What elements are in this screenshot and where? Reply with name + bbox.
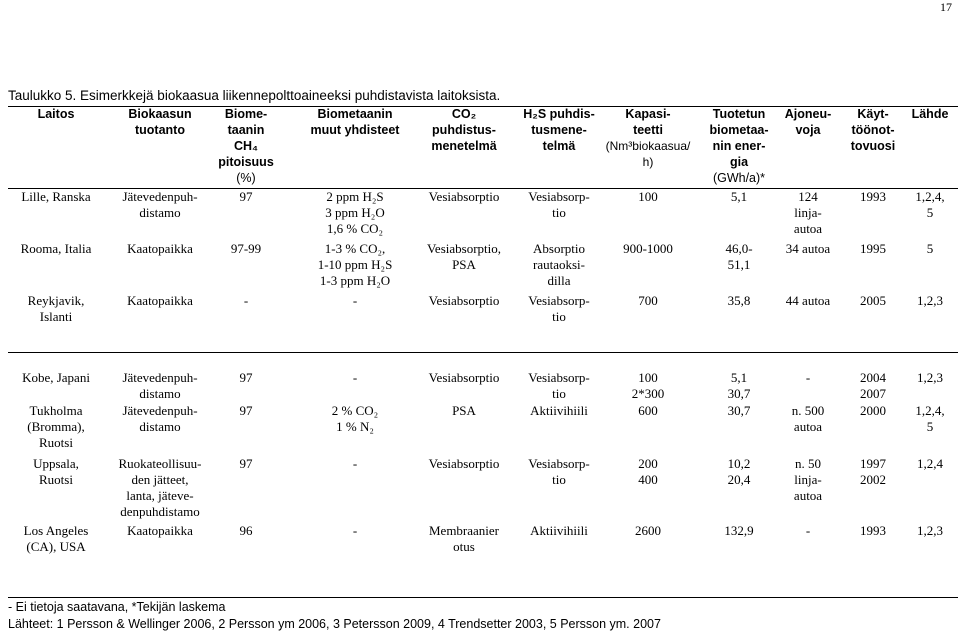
cell-co2: Vesiabsorptio [428, 370, 500, 385]
cell-h2s: Aktiivihiili [530, 523, 588, 538]
header-ch4: Biome- taanin CH₄ pitoisuus [218, 107, 274, 169]
cell-tuotanto: Jätevedenpuh- distamo [122, 403, 198, 434]
cell-energia: 46,0- 51,1 [725, 241, 753, 272]
cell-tuotanto: Kaatopaikka [127, 241, 193, 256]
cell-kayttoonotto: 2004 2007 [860, 370, 886, 401]
cell-laitos: Uppsala, Ruotsi [33, 456, 79, 487]
cell-lahde: 1,2,4 [917, 456, 943, 471]
cell-muut: - [352, 370, 358, 385]
cell-muut: 2 ppm H₂S 3 ppm H₂O 1,6 % CO₂ [325, 189, 385, 236]
cell-ch4: 97 [239, 189, 253, 204]
cell-kayttoonotto: 1995 [860, 241, 886, 256]
cell-co2: Vesiabsorptio [428, 189, 500, 204]
cell-lahde: 1,2,4, 5 [915, 189, 945, 220]
table-caption: Taulukko 5. Esimerkkejä biokaasua liikennepolttoaineeksi puhdistavista laitoksista. [8, 88, 501, 103]
cell-co2: PSA [452, 403, 476, 418]
cell-kayttoonotto: 2000 [860, 403, 886, 418]
cell-muut: 2 % CO₂ 1 % N₂ [331, 403, 379, 434]
cell-co2: Vesiabsorptio [428, 456, 500, 471]
cell-laitos: Lille, Ranska [21, 189, 91, 204]
cell-kayttoonotto: 2005 [860, 293, 886, 308]
cell-ch4: 96 [239, 523, 253, 538]
cell-ch4: 97 [239, 456, 253, 471]
header-lahde: Lähde [911, 107, 949, 121]
cell-tuotanto: Jätevedenpuh- distamo [122, 189, 198, 220]
cell-ajoneuvoja: 34 autoa [785, 241, 831, 256]
cell-h2s: Vesiabsorp- tio [528, 189, 590, 220]
cell-laitos: Reykjavik, Islanti [27, 293, 85, 324]
cell-lahde: 1,2,4, 5 [915, 403, 945, 434]
cell-muut: 1-3 % CO₂, 1-10 ppm H₂S 1-3 ppm H₂O [317, 241, 393, 288]
cell-energia: 30,7 [727, 403, 751, 418]
cell-h2s: Absorptio rautaoksi- dilla [533, 241, 585, 288]
cell-kayttoonotto: 1993 [860, 189, 886, 204]
cell-tuotanto: Jätevedenpuh- distamo [122, 370, 198, 401]
cell-energia: 5,1 30,7 [727, 370, 751, 401]
cell-energia: 35,8 [727, 293, 751, 308]
header-energia: Tuotetun biometaa- nin ener- gia [709, 107, 769, 169]
cell-lahde: 1,2,3 [917, 523, 943, 538]
header-co2: CO₂ puhdistus- menetelmä [431, 107, 497, 153]
cell-energia: 132,9 [724, 523, 754, 538]
cell-laitos: Tukholma (Bromma), Ruotsi [27, 403, 85, 450]
cell-ch4: 97-99 [230, 241, 262, 256]
table-bottom-rule [8, 597, 958, 598]
header-kapasiteetti: Kapasi- teetti [625, 107, 671, 137]
cell-ch4: 97 [239, 403, 253, 418]
cell-co2: Vesiabsorptio, PSA [426, 241, 502, 272]
cell-lahde: 1,2,3 [917, 293, 943, 308]
cell-ch4: 97 [239, 370, 253, 385]
cell-muut: - [352, 293, 358, 308]
cell-h2s: Vesiabsorp- tio [528, 370, 590, 401]
cell-tuotanto: Kaatopaikka [127, 293, 193, 308]
header-laitos: Laitos [37, 107, 75, 121]
header-ch4-unit: (%) [236, 171, 256, 185]
cell-energia: 10,2 20,4 [727, 456, 751, 487]
cell-h2s: Vesiabsorp- tio [528, 456, 590, 487]
cell-ajoneuvoja: 124 linja- autoa [793, 189, 823, 236]
header-ajoneuvoja: Ajoneu- voja [784, 107, 832, 137]
cell-co2: Vesiabsorptio [428, 293, 500, 308]
cell-kayttoonotto: 1993 [860, 523, 886, 538]
cell-h2s: Aktiivihiili [530, 403, 588, 418]
cell-ch4: - [243, 293, 249, 308]
cell-kayttoonotto: 1997 2002 [860, 456, 886, 487]
section-rule [8, 352, 958, 353]
cell-kapasiteetti: 200 400 [638, 456, 658, 487]
cell-kapasiteetti: 100 [638, 189, 658, 204]
header-kapasiteetti-unit: (Nm³biokaasua/ h) [605, 139, 691, 169]
header-tuotanto: Biokaasun tuotanto [128, 107, 192, 137]
cell-muut: - [352, 456, 358, 471]
sources-note: Lähteet: 1 Persson & Wellinger 2006, 2 Persson ym 2006, 3 Petersson 2009, 4 Trendsetter 2003, 5 Persson ym. 2007 [8, 617, 661, 631]
cell-ajoneuvoja: n. 50 linja- autoa [793, 456, 823, 503]
cell-kapasiteetti: 600 [638, 403, 658, 418]
cell-tuotanto: Ruokateollisuu- den jätteet, lanta, jäteve- denpuhdistamo [118, 456, 202, 519]
cell-laitos: Kobe, Japani [22, 370, 90, 385]
cell-kapasiteetti: 2600 [635, 523, 661, 538]
header-energia-unit: (GWh/a)* [712, 171, 766, 185]
header-kayttoonotto: Käyt- töönot- tovuosi [850, 107, 896, 153]
cell-muut: - [352, 523, 358, 538]
cell-lahde: 5 [926, 241, 934, 256]
cell-co2: Membraanier otus [428, 523, 500, 554]
cell-kapasiteetti: 700 [638, 293, 658, 308]
header-muut: Biometaanin muut yhdisteet [310, 107, 400, 137]
page-number: 17 [940, 0, 952, 14]
cell-lahde: 1,2,3 [917, 370, 943, 385]
cell-tuotanto: Kaatopaikka [127, 523, 193, 538]
cell-kapasiteetti: 900-1000 [623, 241, 673, 256]
cell-kapasiteetti: 100 2*300 [631, 370, 665, 401]
cell-h2s: Vesiabsorp- tio [528, 293, 590, 324]
footnote: - Ei tietoja saatavana, *Tekijän laskema [8, 600, 226, 614]
cell-ajoneuvoja: - [805, 370, 811, 385]
cell-ajoneuvoja: n. 500 autoa [791, 403, 825, 434]
cell-ajoneuvoja: 44 autoa [785, 293, 831, 308]
cell-energia: 5,1 [730, 189, 748, 204]
cell-laitos: Los Angeles (CA), USA [23, 523, 89, 554]
header-h2s: H₂S puhdis- tusmene- telmä [523, 107, 595, 153]
cell-laitos: Rooma, Italia [20, 241, 92, 256]
cell-ajoneuvoja: - [805, 523, 811, 538]
